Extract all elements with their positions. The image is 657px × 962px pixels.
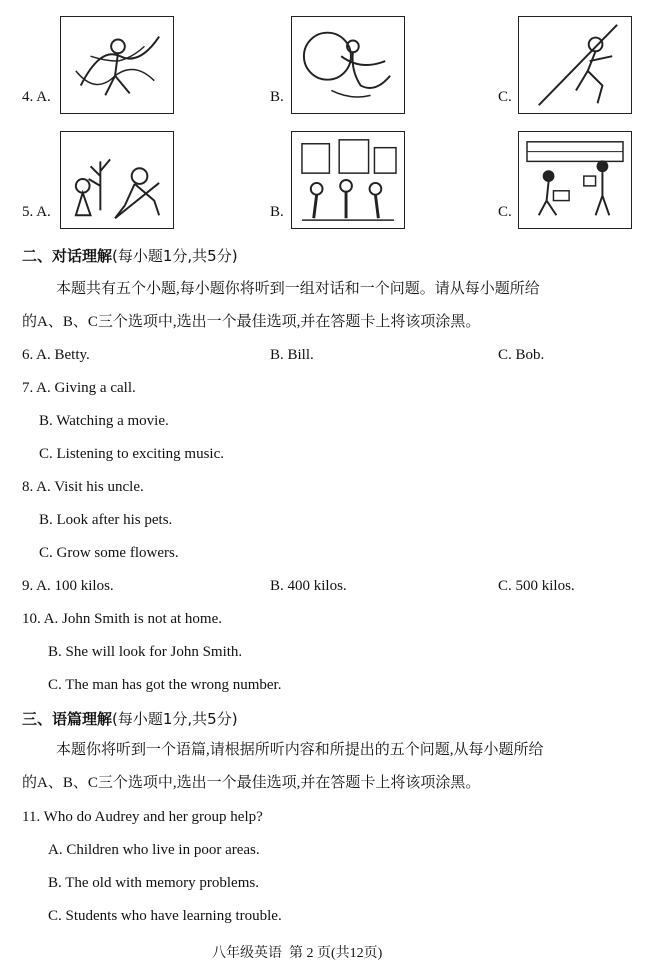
section-3-instruction-line-2: 的A、B、C三个选项中,选出一个最佳选项,并在答题卡上将该项涂黑。 bbox=[22, 775, 481, 791]
woman-flying-to-moon-icon bbox=[292, 17, 404, 113]
question-10-option-b[interactable]: B. She will look for John Smith. bbox=[48, 644, 243, 660]
flying-fairy-with-ribbons-icon bbox=[61, 17, 173, 113]
question-6-option-c[interactable]: C. Bob. bbox=[498, 347, 545, 363]
question-5-option-b-label: B. bbox=[270, 204, 284, 220]
question-4-option-c-picture[interactable] bbox=[518, 16, 632, 114]
question-4-option-c-label: C. bbox=[498, 89, 512, 105]
section-3-instruction-line-1: 本题你将听到一个语篇,请根据所听内容和所提出的五个问题,从每小题所给 bbox=[56, 742, 544, 758]
question-6-option-a[interactable]: 6. A. Betty. bbox=[22, 347, 90, 363]
section-2-heading: 二、对话理解(每小题1分,共5分) bbox=[22, 247, 238, 265]
section-2-instruction-line-1: 本题共有五个小题,每小题你将听到一组对话和一个问题。请从每小题所给 bbox=[56, 281, 540, 297]
question-8-option-c[interactable]: C. Grow some flowers. bbox=[39, 545, 179, 561]
page-footer: 八年级英语 第 2 页(共12页) bbox=[212, 946, 383, 961]
people-planting-tree-icon bbox=[61, 132, 173, 228]
question-11-text: 11. Who do Audrey and her group help? bbox=[22, 809, 263, 825]
question-7-option-b[interactable]: B. Watching a movie. bbox=[39, 413, 169, 429]
question-5-number: 5. A. bbox=[22, 204, 51, 220]
question-4-option-b-label: B. bbox=[270, 89, 284, 105]
question-11-option-c[interactable]: C. Students who have learning trouble. bbox=[48, 908, 282, 924]
question-6-option-b[interactable]: B. Bill. bbox=[270, 347, 314, 363]
question-4-number: 4. A. bbox=[22, 89, 51, 105]
question-10-option-a[interactable]: 10. A. John Smith is not at home. bbox=[22, 611, 223, 627]
dancer-with-staff-icon bbox=[519, 17, 631, 113]
question-9-option-c[interactable]: C. 500 kilos. bbox=[498, 578, 575, 594]
children-reading-indoors-icon bbox=[519, 132, 631, 228]
question-5-option-c-label: C. bbox=[498, 204, 512, 220]
question-5-option-c-picture[interactable] bbox=[518, 131, 632, 229]
question-11-option-b[interactable]: B. The old with memory problems. bbox=[48, 875, 259, 891]
question-10-option-c[interactable]: C. The man has got the wrong number. bbox=[48, 677, 282, 693]
section-2-instruction-line-2: 的A、B、C三个选项中,选出一个最佳选项,并在答题卡上将该项涂黑。 bbox=[22, 314, 481, 330]
question-8-option-a[interactable]: 8. A. Visit his uncle. bbox=[22, 479, 144, 495]
question-11-option-a[interactable]: A. Children who live in poor areas. bbox=[48, 842, 260, 858]
question-4-option-b-picture[interactable] bbox=[291, 16, 405, 114]
question-5-option-a-picture[interactable] bbox=[60, 131, 174, 229]
question-8-option-b[interactable]: B. Look after his pets. bbox=[39, 512, 173, 528]
question-7-option-a[interactable]: 7. A. Giving a call. bbox=[22, 380, 136, 396]
section-3-heading: 三、语篇理解(每小题1分,共5分) bbox=[22, 710, 238, 728]
question-7-option-c[interactable]: C. Listening to exciting music. bbox=[39, 446, 224, 462]
question-5-option-b-picture[interactable] bbox=[291, 131, 405, 229]
question-9-option-b[interactable]: B. 400 kilos. bbox=[270, 578, 347, 594]
question-4-option-a-picture[interactable] bbox=[60, 16, 174, 114]
crowd-cleaning-street-icon bbox=[292, 132, 404, 228]
question-9-option-a[interactable]: 9. A. 100 kilos. bbox=[22, 578, 114, 594]
